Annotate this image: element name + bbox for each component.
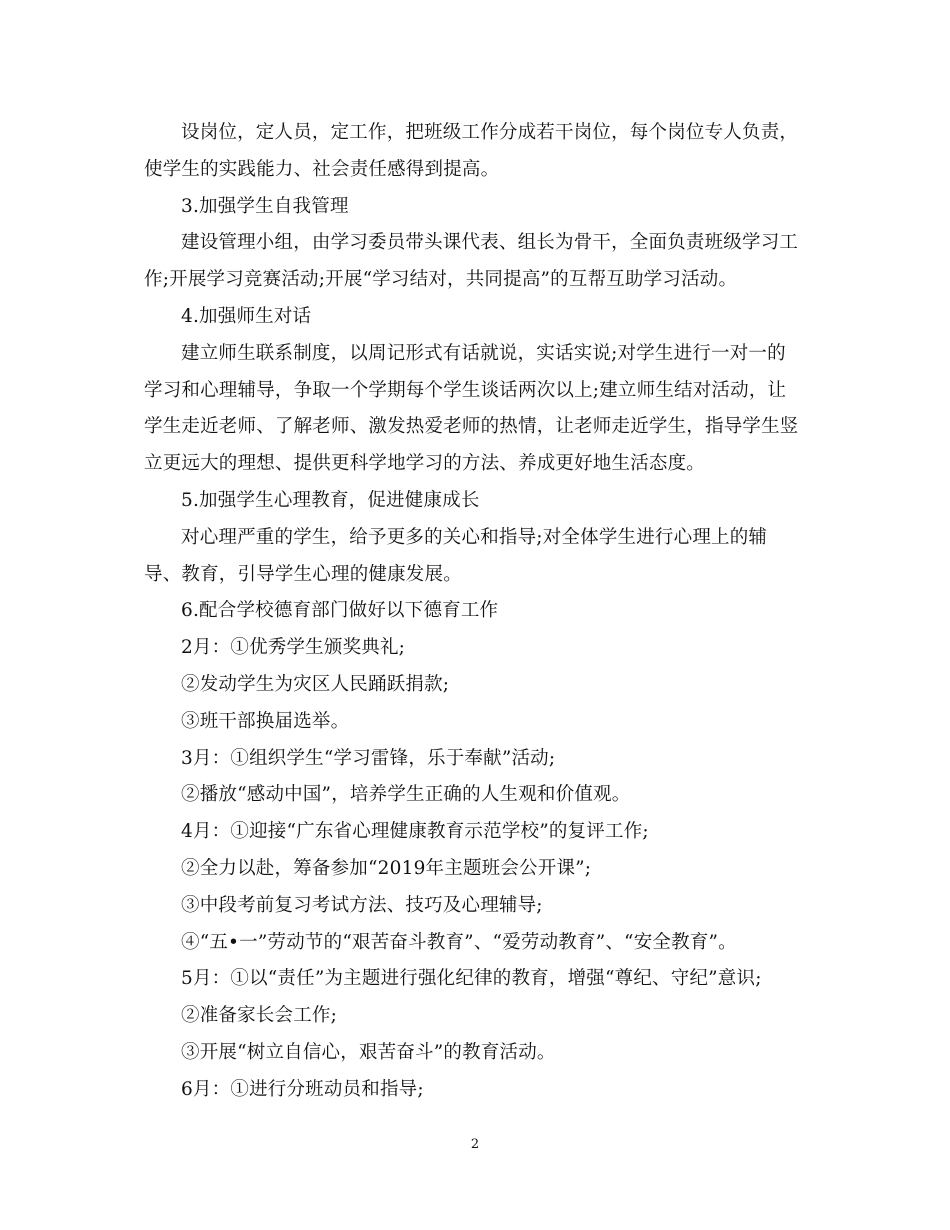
schedule-item: 5月：①以“责任”为主题进行强化纪律的教育，增强“尊纪、守纪”意识;: [181, 968, 762, 990]
paragraph-line: 建设管理小组，由学习委员带头课代表、组长为骨干，全面负责班级学习工: [181, 232, 799, 254]
paragraph-line: 对心理严重的学生，给予更多的关心和指导;对全体学生进行心理上的辅: [181, 526, 768, 548]
paragraph-line: 使学生的实践能力、社会责任感得到提高。: [144, 158, 500, 180]
schedule-item: ②播放“感动中国”，培养学生正确的人生观和价值观。: [181, 784, 631, 806]
schedule-item: 4月：①迎接“广东省心理健康教育示范学校”的复评工作;: [181, 821, 649, 843]
document-body: [144, 115, 804, 1109]
schedule-item: ③开展“树立自信心，艰苦奋斗”的教育活动。: [181, 1041, 556, 1063]
paragraph-line: 导、教育，引导学生心理的健康发展。: [144, 563, 462, 585]
paragraph-line: 设岗位，定人员，定工作，把班级工作分成若干岗位，每个岗位专人负责，: [181, 122, 799, 143]
section-heading: 5.加强学生心理教育，促进健康成长: [181, 489, 480, 511]
section-heading: 4.加强师生对话: [181, 305, 312, 327]
schedule-item: ③中段考前复习考试方法、技巧及心理辅导;: [181, 894, 543, 916]
paragraph-line: 学生走近老师、了解老师、激发热爱老师的热情，让老师走近学生，指导学生竖: [144, 416, 799, 438]
schedule-item: ②准备家长会工作;: [181, 1005, 338, 1027]
schedule-item: ②发动学生为灾区人民踊跃捐款;: [181, 673, 450, 695]
schedule-item: ④“五•一”劳动节的“艰苦奋斗教育”、“爱劳动教育”、“安全教育”。: [181, 931, 737, 953]
schedule-item: ②全力以赴，筹备参加“2019年主题班会公开课”;: [181, 857, 592, 879]
paragraph-line: 作;开展学习竞赛活动;开展“学习结对，共同提高”的互帮互助学习活动。: [144, 269, 738, 291]
page-number: 2: [470, 1137, 480, 1152]
paragraph-line: 立更远大的理想、提供更科学地学习的方法、养成更好地生活态度。: [144, 453, 706, 475]
schedule-item: 6月：①进行分班动员和指导;: [181, 1078, 424, 1100]
schedule-item: 3月：①组织学生“学习雷锋，乐于奉献”活动;: [181, 747, 556, 769]
schedule-item: ③班干部换届选举。: [181, 710, 350, 732]
schedule-item: 2月：①优秀学生颁奖典礼;: [181, 637, 406, 659]
section-heading: 6.配合学校德育部门做好以下德育工作: [181, 600, 499, 622]
section-heading: 3.加强学生自我管理: [181, 195, 349, 217]
paragraph-line: 建立师生联系制度，以周记形式有话就说，实话实说;对学生进行一对一的: [181, 342, 786, 364]
paragraph-line: 学习和心理辅导，争取一个学期每个学生谈话两次以上;建立师生结对活动，让: [144, 379, 787, 401]
